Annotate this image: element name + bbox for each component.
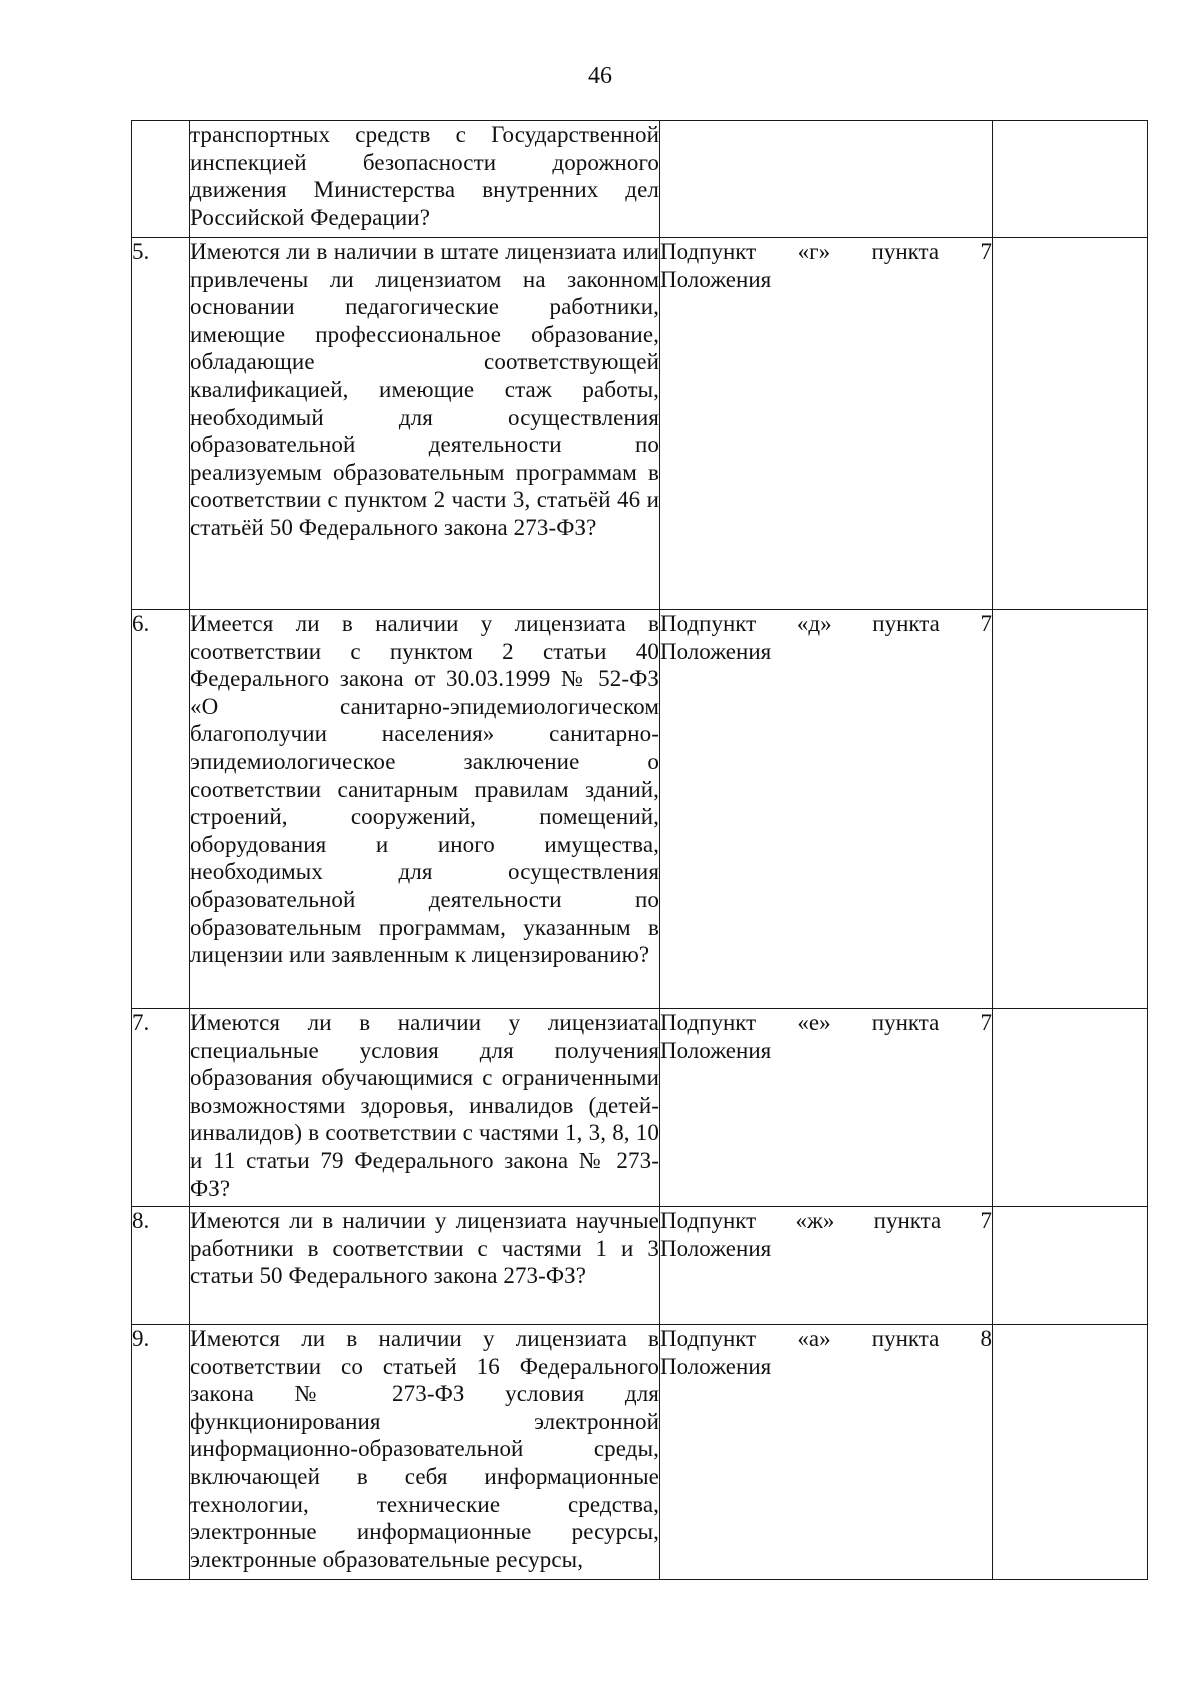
- reference-line: [660, 610, 992, 638]
- reference-word: Подпункт: [660, 239, 757, 264]
- legal-reference: [660, 610, 993, 1009]
- row-number: 9.: [132, 1325, 190, 1580]
- question-text: Имеются ли в наличии у лицензиата специальные условия для получения образования обучающимися с ограниченными возможностями здоровья, инвалидов (детей-инвалидов) в соответствии с частями 1, 3, 8, 10 и 11 статьи 79 Федерального закона № 273-ФЗ?: [190, 1009, 660, 1207]
- reference-line-2: Положения: [660, 266, 772, 292]
- note-cell: [993, 1009, 1148, 1207]
- reference-word: Подпункт: [660, 611, 757, 636]
- reference-line-2: Положения: [660, 1353, 772, 1379]
- legal-reference: [660, 238, 993, 610]
- reference-line: [660, 1009, 992, 1037]
- reference-line: [660, 1207, 992, 1235]
- reference-word: пункта: [873, 1208, 942, 1233]
- legal-reference: [660, 1325, 993, 1580]
- reference-word: «д»: [796, 611, 832, 636]
- reference-word: 7: [980, 611, 992, 636]
- row-number: 5.: [132, 238, 190, 610]
- table-row: [132, 1207, 1148, 1325]
- reference-word: «е»: [797, 1010, 831, 1035]
- reference-word: 7: [980, 1010, 992, 1035]
- reference-line-2: Положения: [660, 638, 772, 664]
- row-number: [132, 121, 190, 238]
- reference-word: «ж»: [795, 1208, 835, 1233]
- reference-word: пункта: [871, 1326, 940, 1351]
- question-text: Имеются ли в наличии у лицензиата в соответствии со статьей 16 Федерального закона № 273-ФЗ условия для функционирования электронной информационно-образовательной среды, включающей в себя информационные технологии, технические средства, электронные информационные ресурсы, электронные образовательные ресурсы,: [190, 1325, 660, 1580]
- table-row: [132, 1325, 1148, 1580]
- reference-word: пункта: [871, 1010, 940, 1035]
- reference-word: пункта: [871, 239, 940, 264]
- reference-line-2: Положения: [660, 1037, 772, 1063]
- reference-word: пункта: [872, 611, 940, 636]
- question-text: Имеются ли в наличии в штате лицензиата или привлечены ли лицензиатом на законном основании педагогические работники, имеющие профессиональное образование, обладающие соответствующей квалификацией, имеющие стаж работы, необходимый для осуществления образовательной деятельности по реализуемым образовательным программам в соответствии с пунктом 2 части 3, статьёй 46 и статьёй 50 Федерального закона 273-ФЗ?: [190, 238, 660, 610]
- reference-word: Подпункт: [660, 1326, 757, 1351]
- checklist-table: [131, 120, 1148, 1580]
- reference-word: 7: [980, 1208, 992, 1233]
- reference-word: Подпункт: [660, 1208, 757, 1233]
- row-number: 7.: [132, 1009, 190, 1207]
- page-number: 46: [588, 63, 612, 89]
- question-text: Имеется ли в наличии у лицензиата в соответствии с пунктом 2 статьи 40 Федерального закона от 30.03.1999 № 52-ФЗ «О санитарно-эпидемиологическом благополучии населения» санитарно-эпидемиологическое заключение о соответствии санитарным правилам зданий, строений, сооружений, помещений, оборудования и иного имущества, необходимых для осуществления образовательной деятельности по образовательным программам, указанным в лицензии или заявленным к лицензированию?: [190, 610, 660, 1009]
- reference-line-2: Положения: [660, 1235, 772, 1261]
- reference-line: [660, 238, 992, 266]
- note-cell: [993, 610, 1148, 1009]
- table-row: [132, 121, 1148, 238]
- row-number: 6.: [132, 610, 190, 1009]
- note-cell: [993, 1207, 1148, 1325]
- row-number: 8.: [132, 1207, 190, 1325]
- note-cell: [993, 238, 1148, 610]
- reference-line: [660, 1325, 992, 1353]
- question-text: транспортных средств с Государственной инспекцией безопасности дорожного движения Министерства внутренних дел Российской Федерации?: [190, 121, 660, 238]
- question-text: Имеются ли в наличии у лицензиата научные работники в соответствии с частями 1 и 3 статьи 50 Федерального закона 273-ФЗ?: [190, 1207, 660, 1325]
- note-cell: [993, 1325, 1148, 1580]
- table-row: [132, 1009, 1148, 1207]
- table-row: [132, 238, 1148, 610]
- legal-reference: [660, 1009, 993, 1207]
- legal-reference: [660, 1207, 993, 1325]
- reference-word: «а»: [797, 1326, 831, 1351]
- table-row: [132, 610, 1148, 1009]
- note-cell: [993, 121, 1148, 238]
- reference-word: «г»: [797, 239, 831, 264]
- reference-word: Подпункт: [660, 1010, 757, 1035]
- reference-word: 7: [980, 239, 992, 264]
- legal-reference: [660, 121, 993, 238]
- reference-word: 8: [980, 1326, 992, 1351]
